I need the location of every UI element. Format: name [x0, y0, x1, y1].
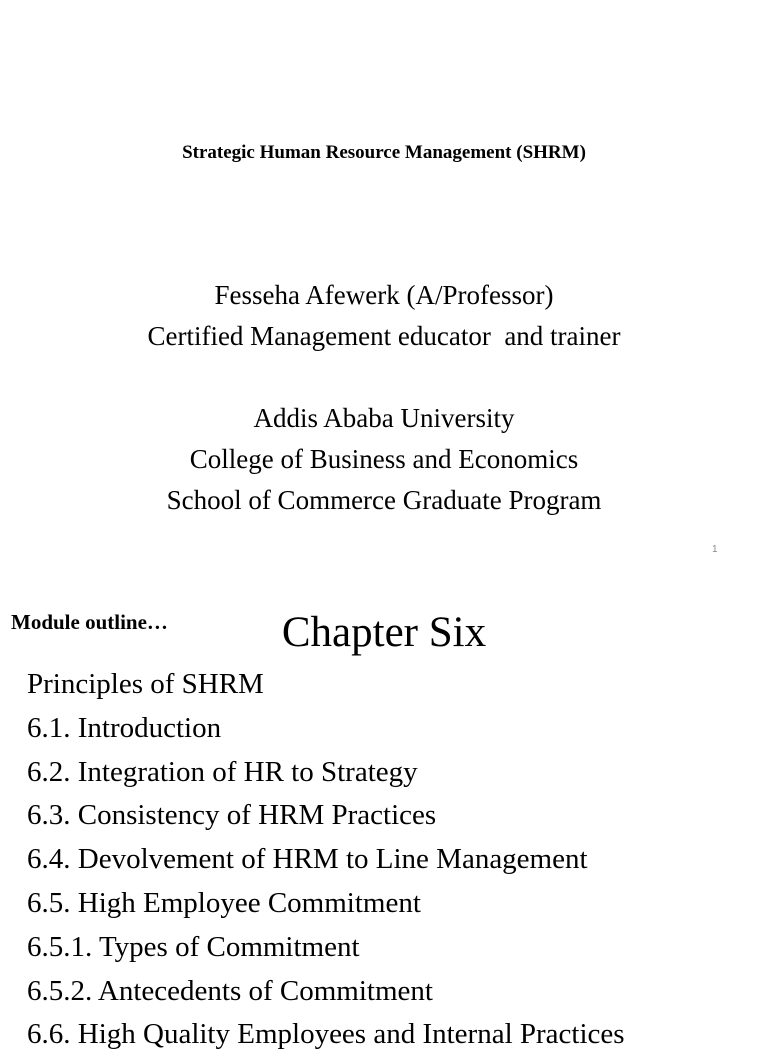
outline-item: 6.2. Integration of HR to Strategy: [27, 755, 418, 788]
outline-item: 6.3. Consistency of HRM Practices: [27, 799, 437, 832]
college-name: College of Business and Economics: [189, 444, 579, 474]
outline-item: 6.5.1. Types of Commitment: [27, 930, 360, 963]
outline-item: 6.5. High Employee Commitment: [27, 886, 421, 919]
author-name: Fesseha Afewerk (A/Professor): [214, 280, 554, 310]
author-credential: Certified Management educator and trainer: [147, 321, 621, 351]
outline-item: 6.4. Devolvement of HRM to Line Management: [27, 843, 588, 876]
outline-item: 6.6. High Quality Employees and Internal Practices: [27, 1018, 625, 1051]
author-block: [0, 275, 768, 357]
module-label: Module outline…: [11, 610, 168, 634]
outline-item: 6.5.2. Antecedents of Commitment: [27, 974, 433, 1007]
school-name: School of Commerce Graduate Program: [166, 485, 602, 515]
deck-title: Strategic Human Resource Management (SHRM): [182, 142, 586, 163]
chapter-title: Chapter Six: [281, 609, 487, 656]
slide-module-outline: [0, 576, 768, 1051]
outline-item: 6.1. Introduction: [27, 711, 222, 744]
page-number: 1: [712, 544, 718, 555]
university-name: Addis Ababa University: [253, 403, 515, 433]
outline-list: [27, 663, 625, 1057]
institution-block: [0, 398, 768, 521]
outline-item: Principles of SHRM: [27, 668, 264, 700]
